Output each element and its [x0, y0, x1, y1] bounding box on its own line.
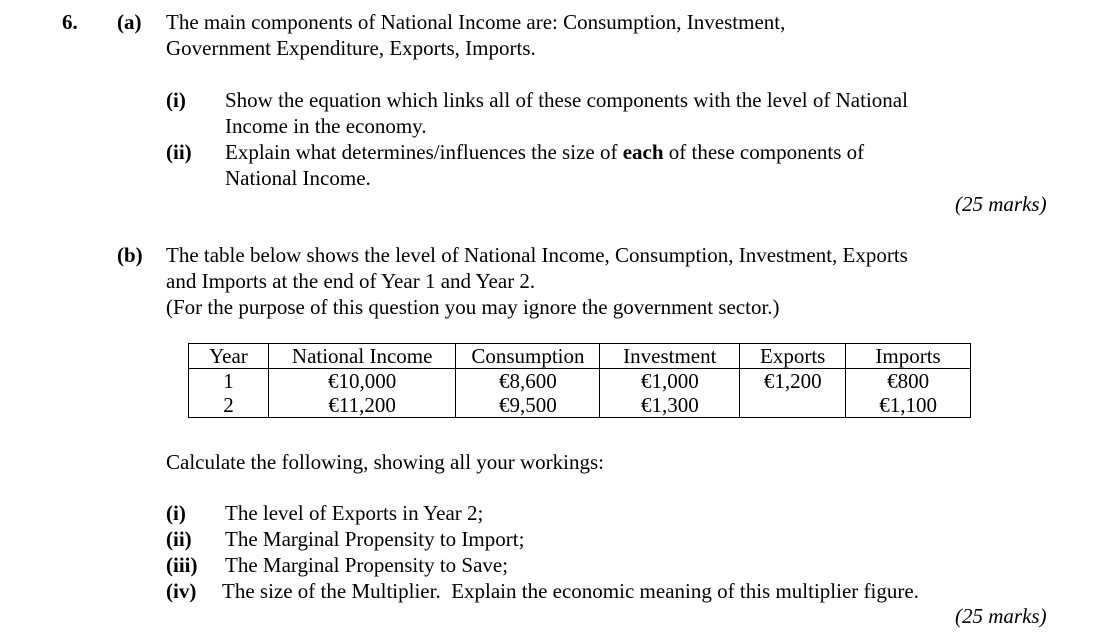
- part-a-intro-line2: Government Expenditure, Exports, Imports.: [166, 36, 536, 60]
- part-a-item-i-line2: Income in the economy.: [225, 114, 427, 138]
- cell-year: 2: [189, 393, 269, 418]
- part-a-intro-line1: The main components of National Income are: Consumption, Investment,: [166, 10, 786, 34]
- cell-national-income: €11,200: [268, 393, 456, 418]
- header-investment: Investment: [600, 344, 740, 369]
- part-b-item-ii-text: The Marginal Propensity to Import;: [225, 527, 525, 551]
- cell-exports: [740, 393, 846, 418]
- part-b-item-ii-label: (ii): [166, 527, 192, 551]
- part-a-item-ii-text-pre: Explain what determines/influences the size of: [225, 140, 623, 164]
- part-b-marks: (25 marks): [955, 604, 1047, 628]
- cell-investment: €1,000: [600, 369, 740, 394]
- cell-imports: €1,100: [846, 393, 971, 418]
- part-a-item-i-label: (i): [166, 88, 186, 112]
- header-imports: Imports: [846, 344, 971, 369]
- part-a-item-ii-line2: National Income.: [225, 166, 371, 190]
- cell-national-income: €10,000: [268, 369, 456, 394]
- part-b-item-i-text: The level of Exports in Year 2;: [225, 501, 484, 525]
- part-a-item-ii-text-post: of these components of: [663, 140, 865, 164]
- cell-consumption: €8,600: [456, 369, 600, 394]
- question-number: 6.: [62, 10, 78, 34]
- header-exports: Exports: [740, 344, 846, 369]
- part-b-item-iv-label: (iv): [166, 579, 197, 603]
- part-b-intro-line3: (For the purpose of this question you may ignore the government sector.): [166, 295, 780, 319]
- part-b-item-iii-label: (iii): [166, 553, 198, 577]
- part-b-item-iii-text: The Marginal Propensity to Save;: [225, 553, 509, 577]
- table-row: [189, 369, 971, 394]
- part-b-instruction: Calculate the following, showing all your workings:: [166, 450, 605, 474]
- national-income-table: [188, 343, 971, 418]
- header-year: Year: [189, 344, 269, 369]
- part-a-item-ii-line1: [225, 139, 864, 165]
- cell-investment: €1,300: [600, 393, 740, 418]
- part-a-item-ii-label: (ii): [166, 140, 192, 164]
- header-national-income: National Income: [268, 344, 456, 369]
- header-consumption: Consumption: [456, 344, 600, 369]
- part-a-label: (a): [117, 10, 142, 34]
- part-b-item-i-label: (i): [166, 501, 186, 525]
- cell-exports: €1,200: [740, 369, 846, 394]
- cell-year: 1: [189, 369, 269, 394]
- part-b-item-iv-text: The size of the Multiplier. Explain the economic meaning of this multiplier figure.: [222, 579, 919, 603]
- cell-imports: €800: [846, 369, 971, 394]
- part-a-item-i-line1: Show the equation which links all of these components with the level of National: [225, 88, 908, 112]
- part-a-item-ii-emphasis: each: [622, 140, 664, 164]
- part-b-intro-line2: and Imports at the end of Year 1 and Year 2.: [166, 269, 536, 293]
- table-header-row: [189, 344, 971, 369]
- part-a-marks: (25 marks): [955, 192, 1047, 216]
- cell-consumption: €9,500: [456, 393, 600, 418]
- table-row: [189, 393, 971, 418]
- part-b-label: (b): [117, 243, 143, 267]
- part-b-intro-line1: The table below shows the level of National Income, Consumption, Investment, Exports: [166, 243, 908, 267]
